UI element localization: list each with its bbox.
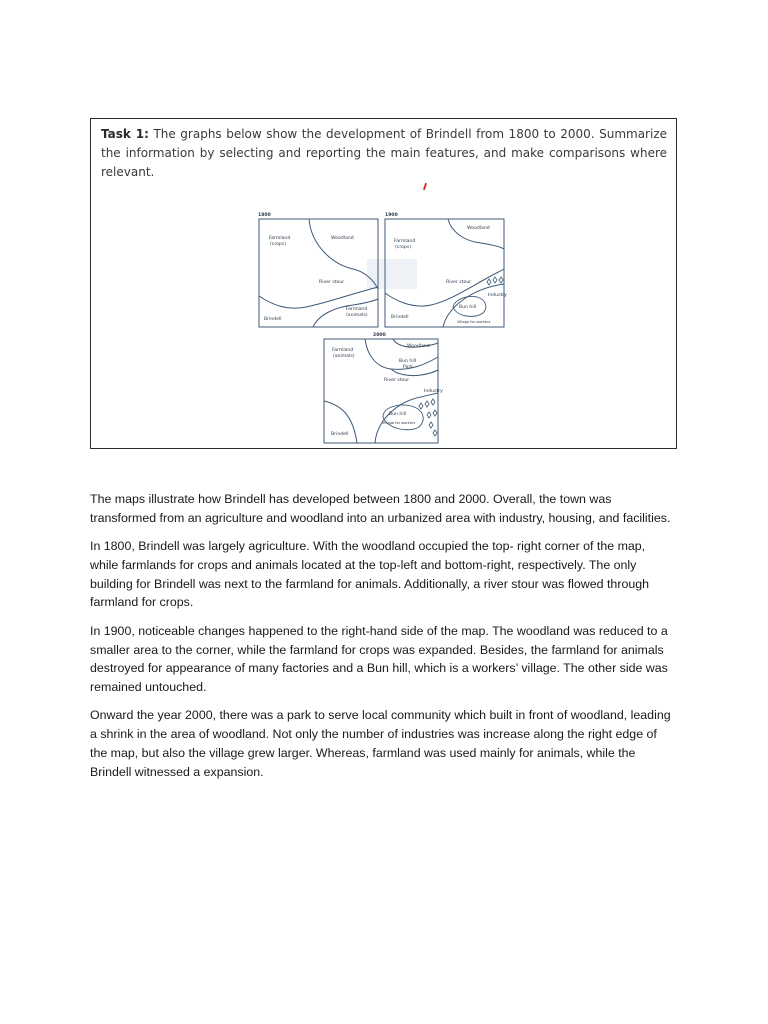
- map-1800-farmland-crops-sublabel: (crops): [270, 242, 287, 247]
- map-1900-village-label: Village for workers: [457, 320, 491, 324]
- map-1800-farmland-animals-label: Farmland: [346, 307, 368, 312]
- map-1900-year: 1900: [385, 213, 398, 218]
- map-2000-factories: [419, 399, 437, 436]
- map-1900-farmland-crops-sublabel: (crops): [395, 245, 412, 250]
- task-prompt-text: The graphs below show the development of Brindell from 1800 to 2000. Summarize the information by selecting and reporting the main features, and make comparisons where relevant.: [101, 127, 668, 179]
- map-1900-factories: [487, 277, 503, 285]
- essay: [90, 490, 676, 791]
- map-2000-year: 2000: [373, 333, 386, 338]
- map-1800-woodland-label: Woodland: [331, 236, 354, 241]
- map-2000-woodland-label: Woodland: [407, 344, 430, 349]
- map-2000-park-label: Park: [403, 365, 413, 370]
- map-1800-farmland-animals-sublabel: (animals): [346, 313, 368, 318]
- map-2000-farmland-animals-label: Farmland: [332, 348, 354, 353]
- map-1900-river-label: River stour: [446, 280, 472, 285]
- map-1800-year: 1800: [258, 213, 271, 218]
- map-1900-woodland-border: [448, 219, 504, 249]
- maps-figure: [91, 119, 678, 450]
- maps-svg: [91, 119, 678, 450]
- map-1800-river: [259, 287, 378, 308]
- essay-paragraph-1: The maps illustrate how Brindell has developed between 1800 and 2000. Overall, the town was transformed from an agriculture and woodland into an urbanized area with industry, housing, and facilities.: [90, 492, 671, 525]
- map-1900-farmland-crops-label: Farmland: [394, 239, 416, 244]
- map-2000-bun-hill-park-label: Bun hill: [399, 359, 417, 364]
- map-1800: [258, 212, 378, 327]
- map-2000-industry-label: Industry: [424, 389, 443, 394]
- map-1900-brindell-label: Brindell: [391, 315, 409, 320]
- map-2000-bun-hill-label: Bun hill: [389, 412, 407, 417]
- essay-paragraph-4: Onward the year 2000, there was a park to serve local community which built in front of woodland, leading a shrink in the area of woodland. Not only the number of industries was increase along the right edge of the map, but also the village grew larger. Whereas, farmland was used mainly for animals, while the Brindell witnessed a expansion.: [90, 708, 671, 779]
- essay-paragraph-2: In 1800, Brindell was largely agriculture. With the woodland occupied the top- right corner of the map, while farmlands for crops and animals located at the top-left and bottom-right, respectively. The only building for Brindell was next to the farmland for animals. Additionally, a river stour was flowed through farmland for crops.: [90, 539, 650, 610]
- map-2000-bun-hill-outline: [383, 405, 423, 430]
- map-1900-industry-label: Industry: [488, 293, 507, 298]
- map-1900-bun-hill-label: Bun hill: [459, 305, 477, 310]
- map-2000-river-label: River stour: [384, 378, 410, 383]
- map-2000-brindell-label: Brindell: [331, 432, 349, 437]
- map-shadow: [367, 259, 417, 289]
- map-1900-woodland-label: Woodland: [467, 226, 490, 231]
- essay-paragraph-3: In 1900, noticeable changes happened to the right-hand side of the map. The woodland was reduced to a smaller area to the corner, while the farmland for crops was expanded. Besides, the farmland for animals destroyed for appearance of many factories and a Bun hill, which is a workers’ village. The other side was remained untouched.: [90, 623, 668, 695]
- map-1800-farmland-crops-label: Farmland: [269, 236, 291, 241]
- map-2000: [324, 332, 443, 443]
- map-2000-village-label: Village for workers: [382, 421, 416, 425]
- map-1800-river-label: River stour: [319, 280, 345, 285]
- map-2000-river: [391, 369, 438, 376]
- map-1800-brindell-label: Brindell: [264, 317, 282, 322]
- task-label: Task 1:: [101, 127, 149, 141]
- task-box: [90, 118, 677, 449]
- map-2000-farmland-animals-sublabel: (animals): [333, 354, 355, 359]
